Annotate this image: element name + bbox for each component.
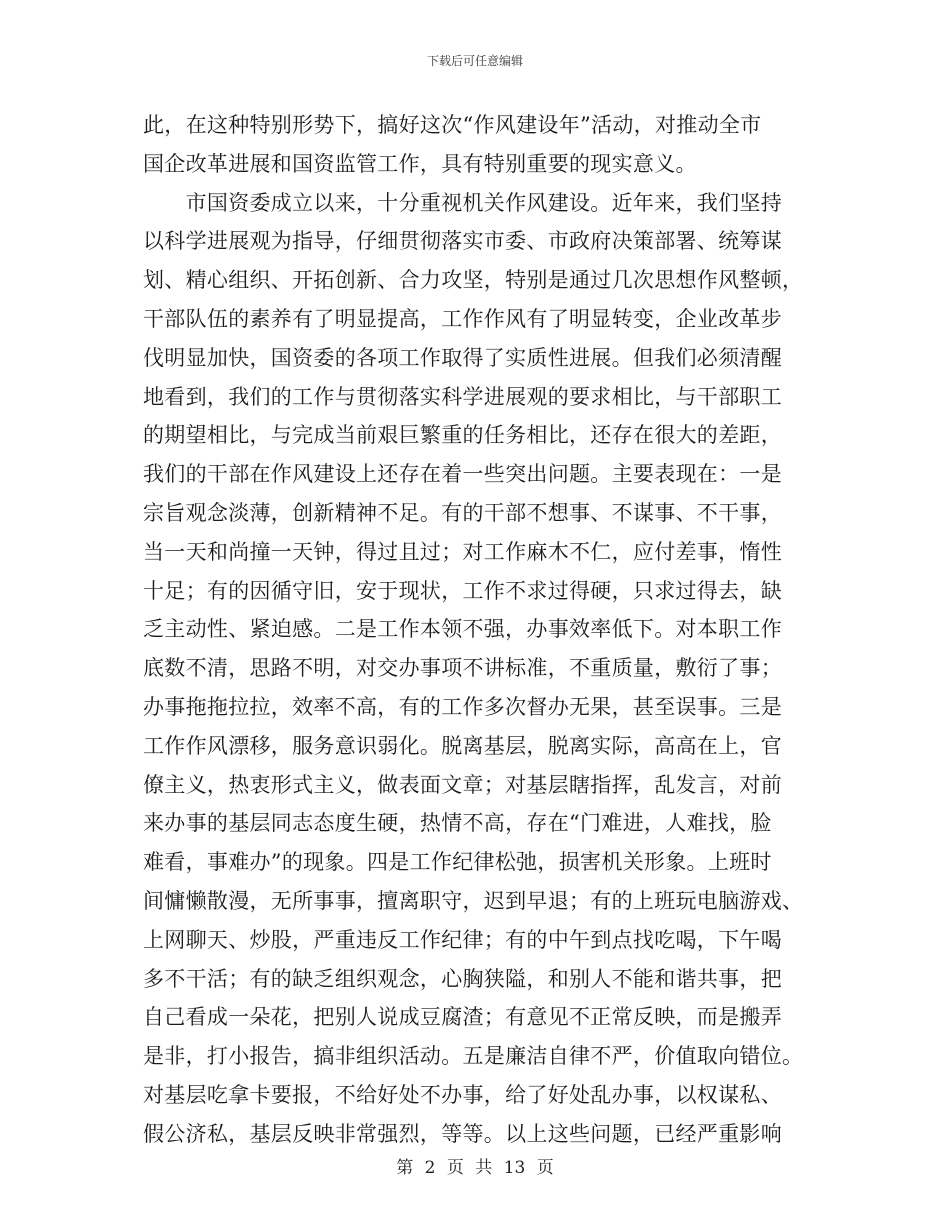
text-line: 宗旨观念淡薄，创新精神不足。有的干部不想事、不谋事、不干事，	[143, 500, 782, 525]
text-line: 僚主义，热衷形式主义，做表面文章；对基层瞎指挥，乱发言，对前	[143, 772, 782, 797]
text-line: 此，在这种特别形势下，搞好这次“作风建设年”活动，对推动全市	[143, 113, 762, 137]
text-line: 间慵懒散漫，无所事事，擅离职守，迟到早退；有的上班玩电脑游戏、	[143, 888, 804, 913]
text-line: 十足；有的因循守旧，安于现状，工作不求过得硬，只求过得去，缺	[143, 578, 782, 603]
text-line: 国企改革进展和国资监管工作，具有特别重要的现实意义。	[143, 151, 697, 176]
text-line: 自己看成一朵花，把别人说成豆腐渣；有意见不正常反映，而是搬弄	[143, 1005, 782, 1030]
text-line: 地看到，我们的工作与贯彻落实科学进展观的要求相比，与干部职工	[143, 384, 782, 409]
text-line: 难看，事难办”的现象。四是工作纪律松弛，损害机关形象。上班时	[143, 850, 772, 875]
text-line: 来办事的基层同志态度生硬，热情不高，存在“门难进，人难找，脸	[143, 811, 772, 836]
document-body	[143, 106, 809, 1154]
text-line: 干部队伍的素养有了明显提高，工作作风有了明显转变，企业改革步	[143, 306, 782, 331]
text-line: 办事拖拖拉拉，效率不高，有的工作多次督办无果，甚至误事。三是	[143, 694, 782, 719]
page-header: 下载后可任意编辑	[426, 54, 523, 68]
text-line: 是非，打小报告，搞非组织活动。五是廉洁自律不严，价值取向错位。	[143, 1044, 804, 1069]
text-line: 工作作风漂移，服务意识弱化。脱离基层，脱离实际，高高在上，官	[143, 733, 782, 758]
text-line: 底数不清，思路不明，对交办事项不讲标准，不重质量，敷衍了事；	[143, 656, 782, 681]
text-line: 以科学进展观为指导，仔细贯彻落实市委、市政府决策部署、统筹谋	[143, 229, 782, 254]
text-line: 我们的干部在作风建设上还存在着一些突出问题。主要表现在：一是	[143, 462, 782, 487]
page-footer: 第 2 页 共 13 页	[396, 1158, 554, 1178]
text-line: 多不干活；有的缺乏组织观念，心胸狭隘，和别人不能和谐共事，把	[143, 966, 782, 991]
text-line: 乏主动性、紧迫感。二是工作本领不强，办事效率低下。对本职工作	[143, 617, 782, 642]
text-line: 对基层吃拿卡要报，不给好处不办事，给了好处乱办事，以权谋私、	[143, 1082, 782, 1107]
text-line: 伐明显加快，国资委的各项工作取得了实质性进展。但我们必须清醒	[143, 345, 782, 370]
text-line: 上网聊天、炒股，严重违反工作纪律；有的中午到点找吃喝，下午喝	[143, 927, 782, 952]
text-line: 假公济私，基层反映非常强烈，等等。以上这些问题，已经严重影响	[143, 1121, 782, 1146]
text-line: 划、精心组织、开拓创新、合力攻坚，特别是通过几次思想作风整顿，	[143, 268, 804, 293]
text-line: 当一天和尚撞一天钟，得过且过；对工作麻木不仁，应付差事，惰性	[143, 539, 782, 564]
text-line: 市国资委成立以来，十分重视机关作风建设。近年来，我们坚持	[143, 190, 782, 215]
text-line: 的期望相比，与完成当前艰巨繁重的任务相比，还存在很大的差距，	[143, 423, 782, 448]
